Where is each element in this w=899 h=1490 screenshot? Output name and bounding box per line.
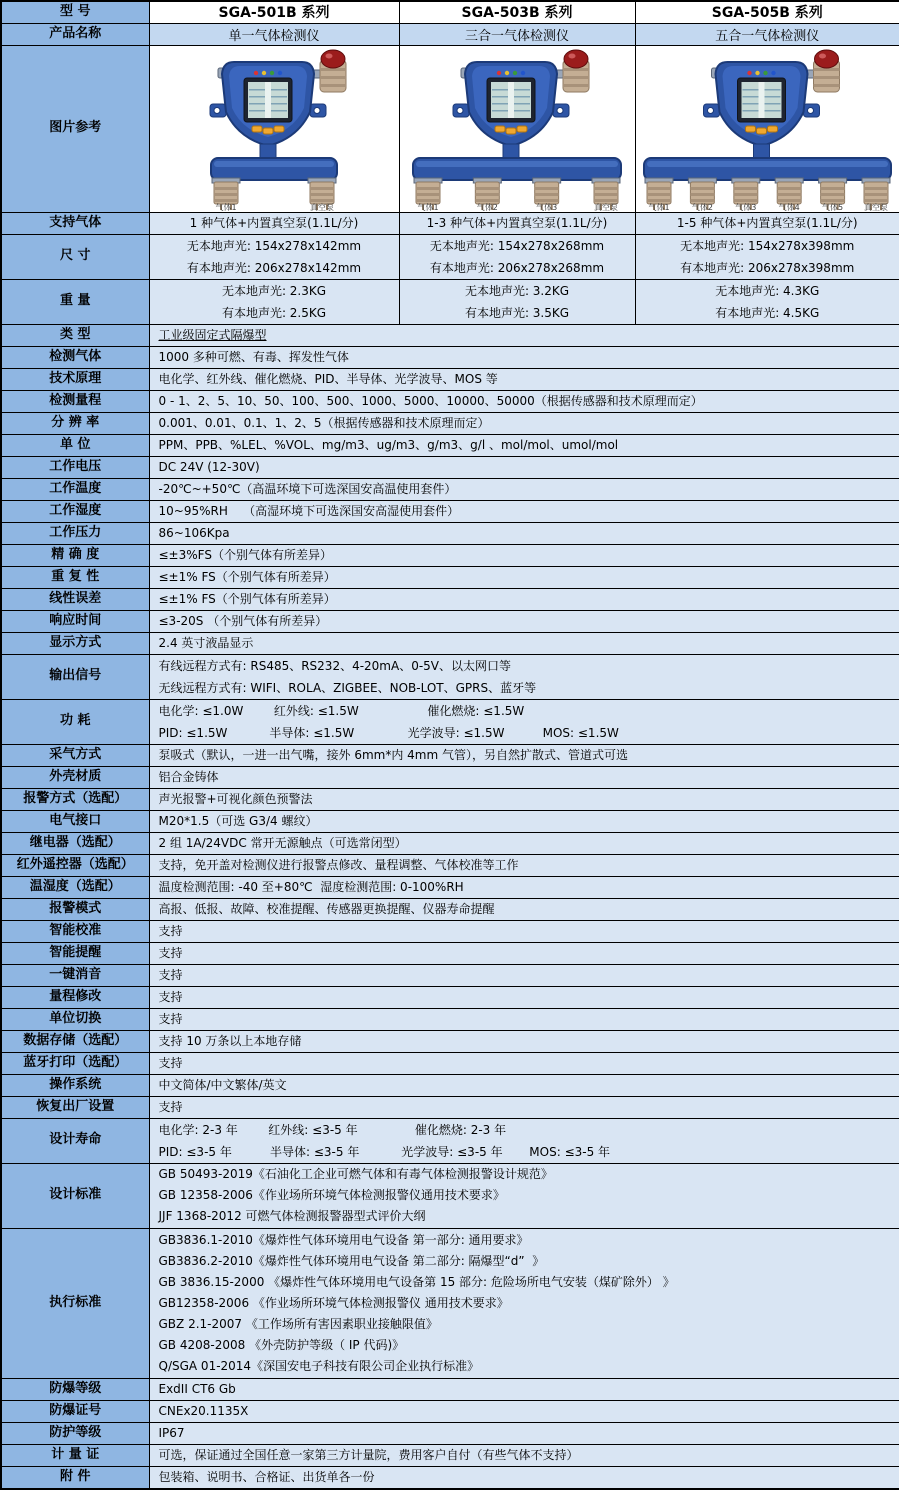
sensor-cylinder bbox=[818, 178, 846, 212]
row-image-reference bbox=[1, 45, 899, 212]
value-line: 温度检测范围: -40 至+80℃ 湿度检测范围: 0-100%RH bbox=[150, 877, 899, 898]
table-row bbox=[1, 898, 899, 920]
cylinder-caption: 气体4 bbox=[778, 202, 799, 212]
row-label: 类 型 bbox=[1, 324, 149, 346]
value-line: 中文简体/中文繁体/英文 bbox=[150, 1075, 899, 1096]
row-label: 检测量程 bbox=[1, 390, 149, 412]
value-line: CNEx20.1135X bbox=[150, 1401, 899, 1422]
value-line: 支持 bbox=[150, 987, 899, 1008]
row-label: 报警方式（选配） bbox=[1, 788, 149, 810]
table-row bbox=[1, 1052, 899, 1074]
value-line: JJF 1368-2012 可燃气体检测报警器型式评价大纲 bbox=[150, 1206, 899, 1227]
value-line: DC 24V (12-30V) bbox=[150, 457, 899, 478]
row-value bbox=[149, 500, 899, 522]
product-name: 三合一气体检测仪 bbox=[399, 23, 635, 45]
value-line: 有本地声光: 206x278x268mm bbox=[400, 257, 635, 279]
table-row bbox=[1, 920, 899, 942]
row-model bbox=[1, 1, 899, 23]
row-label: 支持气体 bbox=[1, 212, 149, 234]
sensor-cylinder bbox=[775, 178, 803, 212]
value-line: 有本地声光: 2.5KG bbox=[150, 302, 399, 324]
row-value bbox=[149, 588, 899, 610]
value-line: ExdII CT6 Gb bbox=[150, 1379, 899, 1400]
value-line: 泵吸式（默认，一进一出气嘴，接外 6mm*内 4mm 气管），另自然扩散式、管道式可选 bbox=[150, 745, 899, 766]
table-row bbox=[1, 1444, 899, 1466]
value-line: 有线远程方式有: RS485、RS232、4-20mA、0-5V、以太网口等 bbox=[150, 655, 899, 677]
table-row bbox=[1, 1228, 899, 1378]
row-label: 设计寿命 bbox=[1, 1118, 149, 1163]
value-line: GBZ 2.1-2007 《工作场所有害因素职业接触限值》 bbox=[150, 1314, 899, 1335]
value-line: 支持 bbox=[150, 1097, 899, 1118]
table-row bbox=[1, 324, 899, 346]
row-value bbox=[149, 1008, 899, 1030]
value-line: 声光报警+可视化颜色预警法 bbox=[150, 789, 899, 810]
sensor-cylinder bbox=[533, 178, 561, 212]
row-label: 采气方式 bbox=[1, 744, 149, 766]
value-line: 支持 10 万条以上本地存储 bbox=[150, 1031, 899, 1052]
table-row bbox=[1, 588, 899, 610]
row-value bbox=[149, 632, 899, 654]
table-row bbox=[1, 964, 899, 986]
row-value bbox=[149, 1228, 899, 1378]
model-name: SGA-503B 系列 bbox=[399, 1, 635, 23]
table-row bbox=[1, 788, 899, 810]
cylinder-caption: 气体1 bbox=[648, 202, 669, 212]
value-line: GB3836.2-2010《爆炸性气体环境用电气设备 第二部分: 隔爆型“d” 》 bbox=[150, 1251, 899, 1272]
sensor-cylinder bbox=[212, 178, 240, 212]
row-label: 防爆证号 bbox=[1, 1400, 149, 1422]
table-row bbox=[1, 942, 899, 964]
value-line: ≤±1% FS（个别气体有所差异） bbox=[150, 567, 899, 588]
value-line: 有本地声光: 3.5KG bbox=[400, 302, 635, 324]
table-row bbox=[1, 1400, 899, 1422]
value-line: Q/SGA 01-2014《深国安电子科技有限公司企业执行标准》 bbox=[150, 1356, 899, 1377]
row-label: 功 耗 bbox=[1, 699, 149, 744]
table-row bbox=[1, 346, 899, 368]
row-label: 外壳材质 bbox=[1, 766, 149, 788]
row-label: 恢复出厂设置 bbox=[1, 1096, 149, 1118]
value-line: 无本地声光: 154x278x268mm bbox=[400, 235, 635, 257]
row-value bbox=[149, 766, 899, 788]
row-label: 单位切换 bbox=[1, 1008, 149, 1030]
value-line: 1000 多种可燃、有毒、挥发性气体 bbox=[150, 347, 899, 368]
sensor-cylinder bbox=[473, 178, 501, 212]
row-label: 工作压力 bbox=[1, 522, 149, 544]
row-value bbox=[149, 544, 899, 566]
table-row bbox=[1, 810, 899, 832]
cylinder-caption: 气体3 bbox=[735, 202, 756, 212]
row-label: 报警模式 bbox=[1, 898, 149, 920]
row-value bbox=[149, 1422, 899, 1444]
row-value bbox=[149, 1466, 899, 1489]
value-line: IP67 bbox=[150, 1423, 899, 1444]
value-line: ≤±1% FS（个别气体有所差异） bbox=[150, 589, 899, 610]
row-value bbox=[399, 279, 635, 324]
row-value bbox=[149, 854, 899, 876]
row-label-image: 图片参考 bbox=[1, 45, 149, 212]
product-image bbox=[635, 45, 899, 212]
row-value bbox=[635, 279, 899, 324]
value-line: 可选，保证通过全国任意一家第三方计量院，费用客户自付（有些气体不支持） bbox=[150, 1445, 899, 1466]
row-label: 量程修改 bbox=[1, 986, 149, 1008]
table-row bbox=[1, 854, 899, 876]
row-value bbox=[149, 898, 899, 920]
row-label: 数据存储（选配） bbox=[1, 1030, 149, 1052]
row-value bbox=[399, 234, 635, 279]
row-label: 工作温度 bbox=[1, 478, 149, 500]
sensor-cylinder bbox=[592, 178, 620, 212]
table-row bbox=[1, 1422, 899, 1444]
gas-detector-device-illustration bbox=[151, 46, 397, 212]
row-value bbox=[149, 699, 899, 744]
cylinder-caption: 气体5 bbox=[822, 202, 843, 212]
table-row bbox=[1, 654, 899, 699]
row-value bbox=[149, 1400, 899, 1422]
row-value bbox=[149, 346, 899, 368]
row-value bbox=[149, 368, 899, 390]
row-label: 尺 寸 bbox=[1, 234, 149, 279]
row-value bbox=[149, 810, 899, 832]
value-line: 包装箱、说明书、合格证、出货单各一份 bbox=[150, 1467, 899, 1488]
row-value bbox=[149, 1074, 899, 1096]
value-line: GB 50493-2019《石油化工企业可燃气体和有毒气体检测报警设计规范》 bbox=[150, 1164, 899, 1185]
gas-detector-device-illustration bbox=[401, 46, 633, 212]
row-value bbox=[149, 1096, 899, 1118]
value-line: 0 - 1、2、5、10、50、100、500、1000、5000、10000、50000（根据传感器和技术原理而定） bbox=[150, 391, 899, 412]
table-row bbox=[1, 368, 899, 390]
table-row bbox=[1, 1118, 899, 1163]
row-value bbox=[149, 566, 899, 588]
row-label: 工作电压 bbox=[1, 456, 149, 478]
row-label: 一键消音 bbox=[1, 964, 149, 986]
row-value bbox=[149, 1030, 899, 1052]
table-row bbox=[1, 434, 899, 456]
value-line: GB 3836.15-2000 《爆炸性气体环境用电气设备第 15 部分: 危险场所电气安装（煤矿除外） 》 bbox=[150, 1272, 899, 1293]
row-value bbox=[149, 920, 899, 942]
sensor-cylinder bbox=[688, 178, 716, 212]
row-label: 继电器（选配） bbox=[1, 832, 149, 854]
value-line: 有本地声光: 4.5KG bbox=[636, 302, 899, 324]
row-label: 重 复 性 bbox=[1, 566, 149, 588]
row-label: 输出信号 bbox=[1, 654, 149, 699]
model-name: SGA-505B 系列 bbox=[635, 1, 899, 23]
row-label: 重 量 bbox=[1, 279, 149, 324]
row-value bbox=[149, 456, 899, 478]
value-line: GB 12358-2006《作业场所环境气体检测报警仪通用技术要求》 bbox=[150, 1185, 899, 1206]
table-row bbox=[1, 1074, 899, 1096]
sensor-cylinder bbox=[308, 178, 336, 212]
row-label: 线性误差 bbox=[1, 588, 149, 610]
value-line: GB 4208-2008 《外壳防护等级（ IP 代码)》 bbox=[150, 1335, 899, 1356]
value-line: PID: ≤3-5 年 半导体: ≤3-5 年 光学波导: ≤3-5 年 MOS: ≤3-5 年 bbox=[150, 1141, 899, 1163]
row-value bbox=[149, 744, 899, 766]
row-value bbox=[149, 654, 899, 699]
row-value bbox=[149, 1163, 899, 1228]
spec-table-body bbox=[1, 1, 899, 1489]
row-label: 工作湿度 bbox=[1, 500, 149, 522]
row-label: 计 量 证 bbox=[1, 1444, 149, 1466]
row-label-model: 型 号 bbox=[1, 1, 149, 23]
table-row bbox=[1, 1096, 899, 1118]
value-line: 高报、低报、故障、校准提醒、传感器更换提醒、仪器寿命提醒 bbox=[150, 899, 899, 920]
cylinder-caption: 真空泵 bbox=[864, 202, 888, 212]
value-line: 支持 bbox=[150, 965, 899, 986]
table-row bbox=[1, 279, 899, 324]
row-label: 精 确 度 bbox=[1, 544, 149, 566]
row-product-name bbox=[1, 23, 899, 45]
value-line: PPM、PPB、%LEL、%VOL、mg/m3、ug/m3、g/m3、g/l 、mol/mol、umol/mol bbox=[150, 435, 899, 456]
value-line: 支持，免开盖对检测仪进行报警点修改、量程调整、气体校准等工作 bbox=[150, 855, 899, 876]
table-row bbox=[1, 832, 899, 854]
value-line: 0.001、0.01、0.1、1、2、5（根据传感器和技术原理而定） bbox=[150, 413, 899, 434]
row-value bbox=[149, 964, 899, 986]
value-line: 支持 bbox=[150, 1053, 899, 1074]
row-value bbox=[399, 212, 635, 234]
value-line: M20*1.5（可选 G3/4 螺纹） bbox=[150, 811, 899, 832]
lcd-screen bbox=[487, 78, 535, 122]
value-line: 1 种气体+内置真空泵(1.1L/分) bbox=[150, 213, 399, 234]
sensor-cylinder bbox=[862, 178, 890, 212]
row-label: 防爆等级 bbox=[1, 1378, 149, 1400]
value-line: 有本地声光: 206x278x142mm bbox=[150, 257, 399, 279]
lcd-screen bbox=[737, 78, 785, 122]
row-value bbox=[149, 522, 899, 544]
row-value bbox=[149, 412, 899, 434]
row-label: 显示方式 bbox=[1, 632, 149, 654]
table-row bbox=[1, 212, 899, 234]
cylinder-caption: 真空泵 bbox=[310, 202, 334, 212]
table-row bbox=[1, 544, 899, 566]
model-name: SGA-501B 系列 bbox=[149, 1, 399, 23]
row-label: 电气接口 bbox=[1, 810, 149, 832]
row-value bbox=[635, 212, 899, 234]
sensor-cylinder bbox=[414, 178, 442, 212]
row-value bbox=[149, 942, 899, 964]
row-label: 蓝牙打印（选配） bbox=[1, 1052, 149, 1074]
value-line: 铝合金铸体 bbox=[150, 767, 899, 788]
row-label: 检测气体 bbox=[1, 346, 149, 368]
table-row bbox=[1, 632, 899, 654]
table-row bbox=[1, 234, 899, 279]
product-image bbox=[399, 45, 635, 212]
table-row bbox=[1, 390, 899, 412]
value-line: 工业级固定式隔爆型 bbox=[150, 325, 899, 346]
row-label: 设计标准 bbox=[1, 1163, 149, 1228]
value-line: 有本地声光: 206x278x398mm bbox=[636, 257, 899, 279]
table-row bbox=[1, 876, 899, 898]
value-line: 2.4 英寸液晶显示 bbox=[150, 633, 899, 654]
cylinder-caption: 气体3 bbox=[536, 202, 557, 212]
table-row bbox=[1, 456, 899, 478]
row-value bbox=[149, 434, 899, 456]
table-row bbox=[1, 412, 899, 434]
table-row bbox=[1, 1030, 899, 1052]
value-line: GB12358-2006 《作业场所环境气体检测报警仪 通用技术要求》 bbox=[150, 1293, 899, 1314]
row-label: 执行标准 bbox=[1, 1228, 149, 1378]
row-value bbox=[149, 788, 899, 810]
row-value bbox=[149, 390, 899, 412]
row-value bbox=[149, 1444, 899, 1466]
product-image bbox=[149, 45, 399, 212]
lcd-screen bbox=[244, 78, 292, 122]
value-line: 86~106Kpa bbox=[150, 523, 899, 544]
product-name: 五合一气体检测仪 bbox=[635, 23, 899, 45]
row-label: 防护等级 bbox=[1, 1422, 149, 1444]
value-line: 支持 bbox=[150, 1009, 899, 1030]
row-value bbox=[149, 832, 899, 854]
value-line: 1-5 种气体+内置真空泵(1.1L/分) bbox=[636, 213, 899, 234]
value-line: ≤±3%FS（个别气体有所差异） bbox=[150, 545, 899, 566]
value-line: 10~95%RH （高湿环境下可选深国安高湿使用套件） bbox=[150, 501, 899, 522]
value-line: 无本地声光: 2.3KG bbox=[150, 280, 399, 302]
sensor-cylinder bbox=[645, 178, 673, 212]
table-row bbox=[1, 500, 899, 522]
product-name: 单一气体检测仪 bbox=[149, 23, 399, 45]
value-line: 无本地声光: 4.3KG bbox=[636, 280, 899, 302]
table-row bbox=[1, 610, 899, 632]
value-line: GB3836.1-2010《爆炸性气体环境用电气设备 第一部分: 通用要求》 bbox=[150, 1230, 899, 1251]
value-line: 无本地声光: 3.2KG bbox=[400, 280, 635, 302]
value-line: 1-3 种气体+内置真空泵(1.1L/分) bbox=[400, 213, 635, 234]
row-value bbox=[149, 324, 899, 346]
table-row bbox=[1, 566, 899, 588]
value-line: 无本地声光: 154x278x142mm bbox=[150, 235, 399, 257]
value-line: 电化学: 2-3 年 红外线: ≤3-5 年 催化燃烧: 2-3 年 bbox=[150, 1119, 899, 1141]
row-value bbox=[635, 234, 899, 279]
row-value bbox=[149, 234, 399, 279]
table-row bbox=[1, 1466, 899, 1489]
value-line: 2 组 1A/24VDC 常开无源触点（可选常闭型） bbox=[150, 833, 899, 854]
cylinder-caption: 气体2 bbox=[692, 202, 713, 212]
table-row bbox=[1, 699, 899, 744]
value-line: 电化学、红外线、催化燃烧、PID、半导体、光学波导、MOS 等 bbox=[150, 369, 899, 390]
table-row bbox=[1, 522, 899, 544]
row-value bbox=[149, 1378, 899, 1400]
table-row bbox=[1, 766, 899, 788]
row-value bbox=[149, 610, 899, 632]
row-label: 单 位 bbox=[1, 434, 149, 456]
row-value bbox=[149, 212, 399, 234]
value-line: 无本地声光: 154x278x398mm bbox=[636, 235, 899, 257]
value-line: 支持 bbox=[150, 921, 899, 942]
row-label: 技术原理 bbox=[1, 368, 149, 390]
table-row bbox=[1, 1163, 899, 1228]
row-label: 温湿度（选配） bbox=[1, 876, 149, 898]
sensor-cylinder bbox=[732, 178, 760, 212]
row-label: 响应时间 bbox=[1, 610, 149, 632]
table-row bbox=[1, 478, 899, 500]
row-value bbox=[149, 279, 399, 324]
cylinder-caption: 气体1 bbox=[215, 202, 236, 212]
row-value bbox=[149, 876, 899, 898]
gas-detector-device-illustration bbox=[637, 46, 898, 212]
cylinder-caption: 真空泵 bbox=[594, 202, 618, 212]
row-value bbox=[149, 478, 899, 500]
value-line: 电化学: ≤1.0W 红外线: ≤1.5W 催化燃烧: ≤1.5W bbox=[150, 700, 899, 722]
table-row bbox=[1, 1008, 899, 1030]
row-label: 操作系统 bbox=[1, 1074, 149, 1096]
row-label: 智能校准 bbox=[1, 920, 149, 942]
row-label-product: 产品名称 bbox=[1, 23, 149, 45]
value-line: 支持 bbox=[150, 943, 899, 964]
row-value bbox=[149, 1118, 899, 1163]
row-value bbox=[149, 1052, 899, 1074]
row-value bbox=[149, 986, 899, 1008]
value-line: ≤3-20S （个别气体有所差异） bbox=[150, 611, 899, 632]
row-label: 智能提醒 bbox=[1, 942, 149, 964]
cylinder-caption: 气体2 bbox=[477, 202, 498, 212]
table-row bbox=[1, 1378, 899, 1400]
value-line: -20℃~+50℃（高温环境下可选深国安高温使用套件） bbox=[150, 479, 899, 500]
row-label: 红外遥控器（选配） bbox=[1, 854, 149, 876]
row-label: 分 辨 率 bbox=[1, 412, 149, 434]
cylinder-caption: 气体1 bbox=[417, 202, 438, 212]
value-line: 无线远程方式有: WIFI、ROLA、ZIGBEE、NOB-LOT、GPRS、蓝牙等 bbox=[150, 677, 899, 699]
row-label: 附 件 bbox=[1, 1466, 149, 1489]
table-row bbox=[1, 986, 899, 1008]
value-line: PID: ≤1.5W 半导体: ≤1.5W 光学波导: ≤1.5W MOS: ≤1.5W bbox=[150, 722, 899, 744]
table-row bbox=[1, 744, 899, 766]
